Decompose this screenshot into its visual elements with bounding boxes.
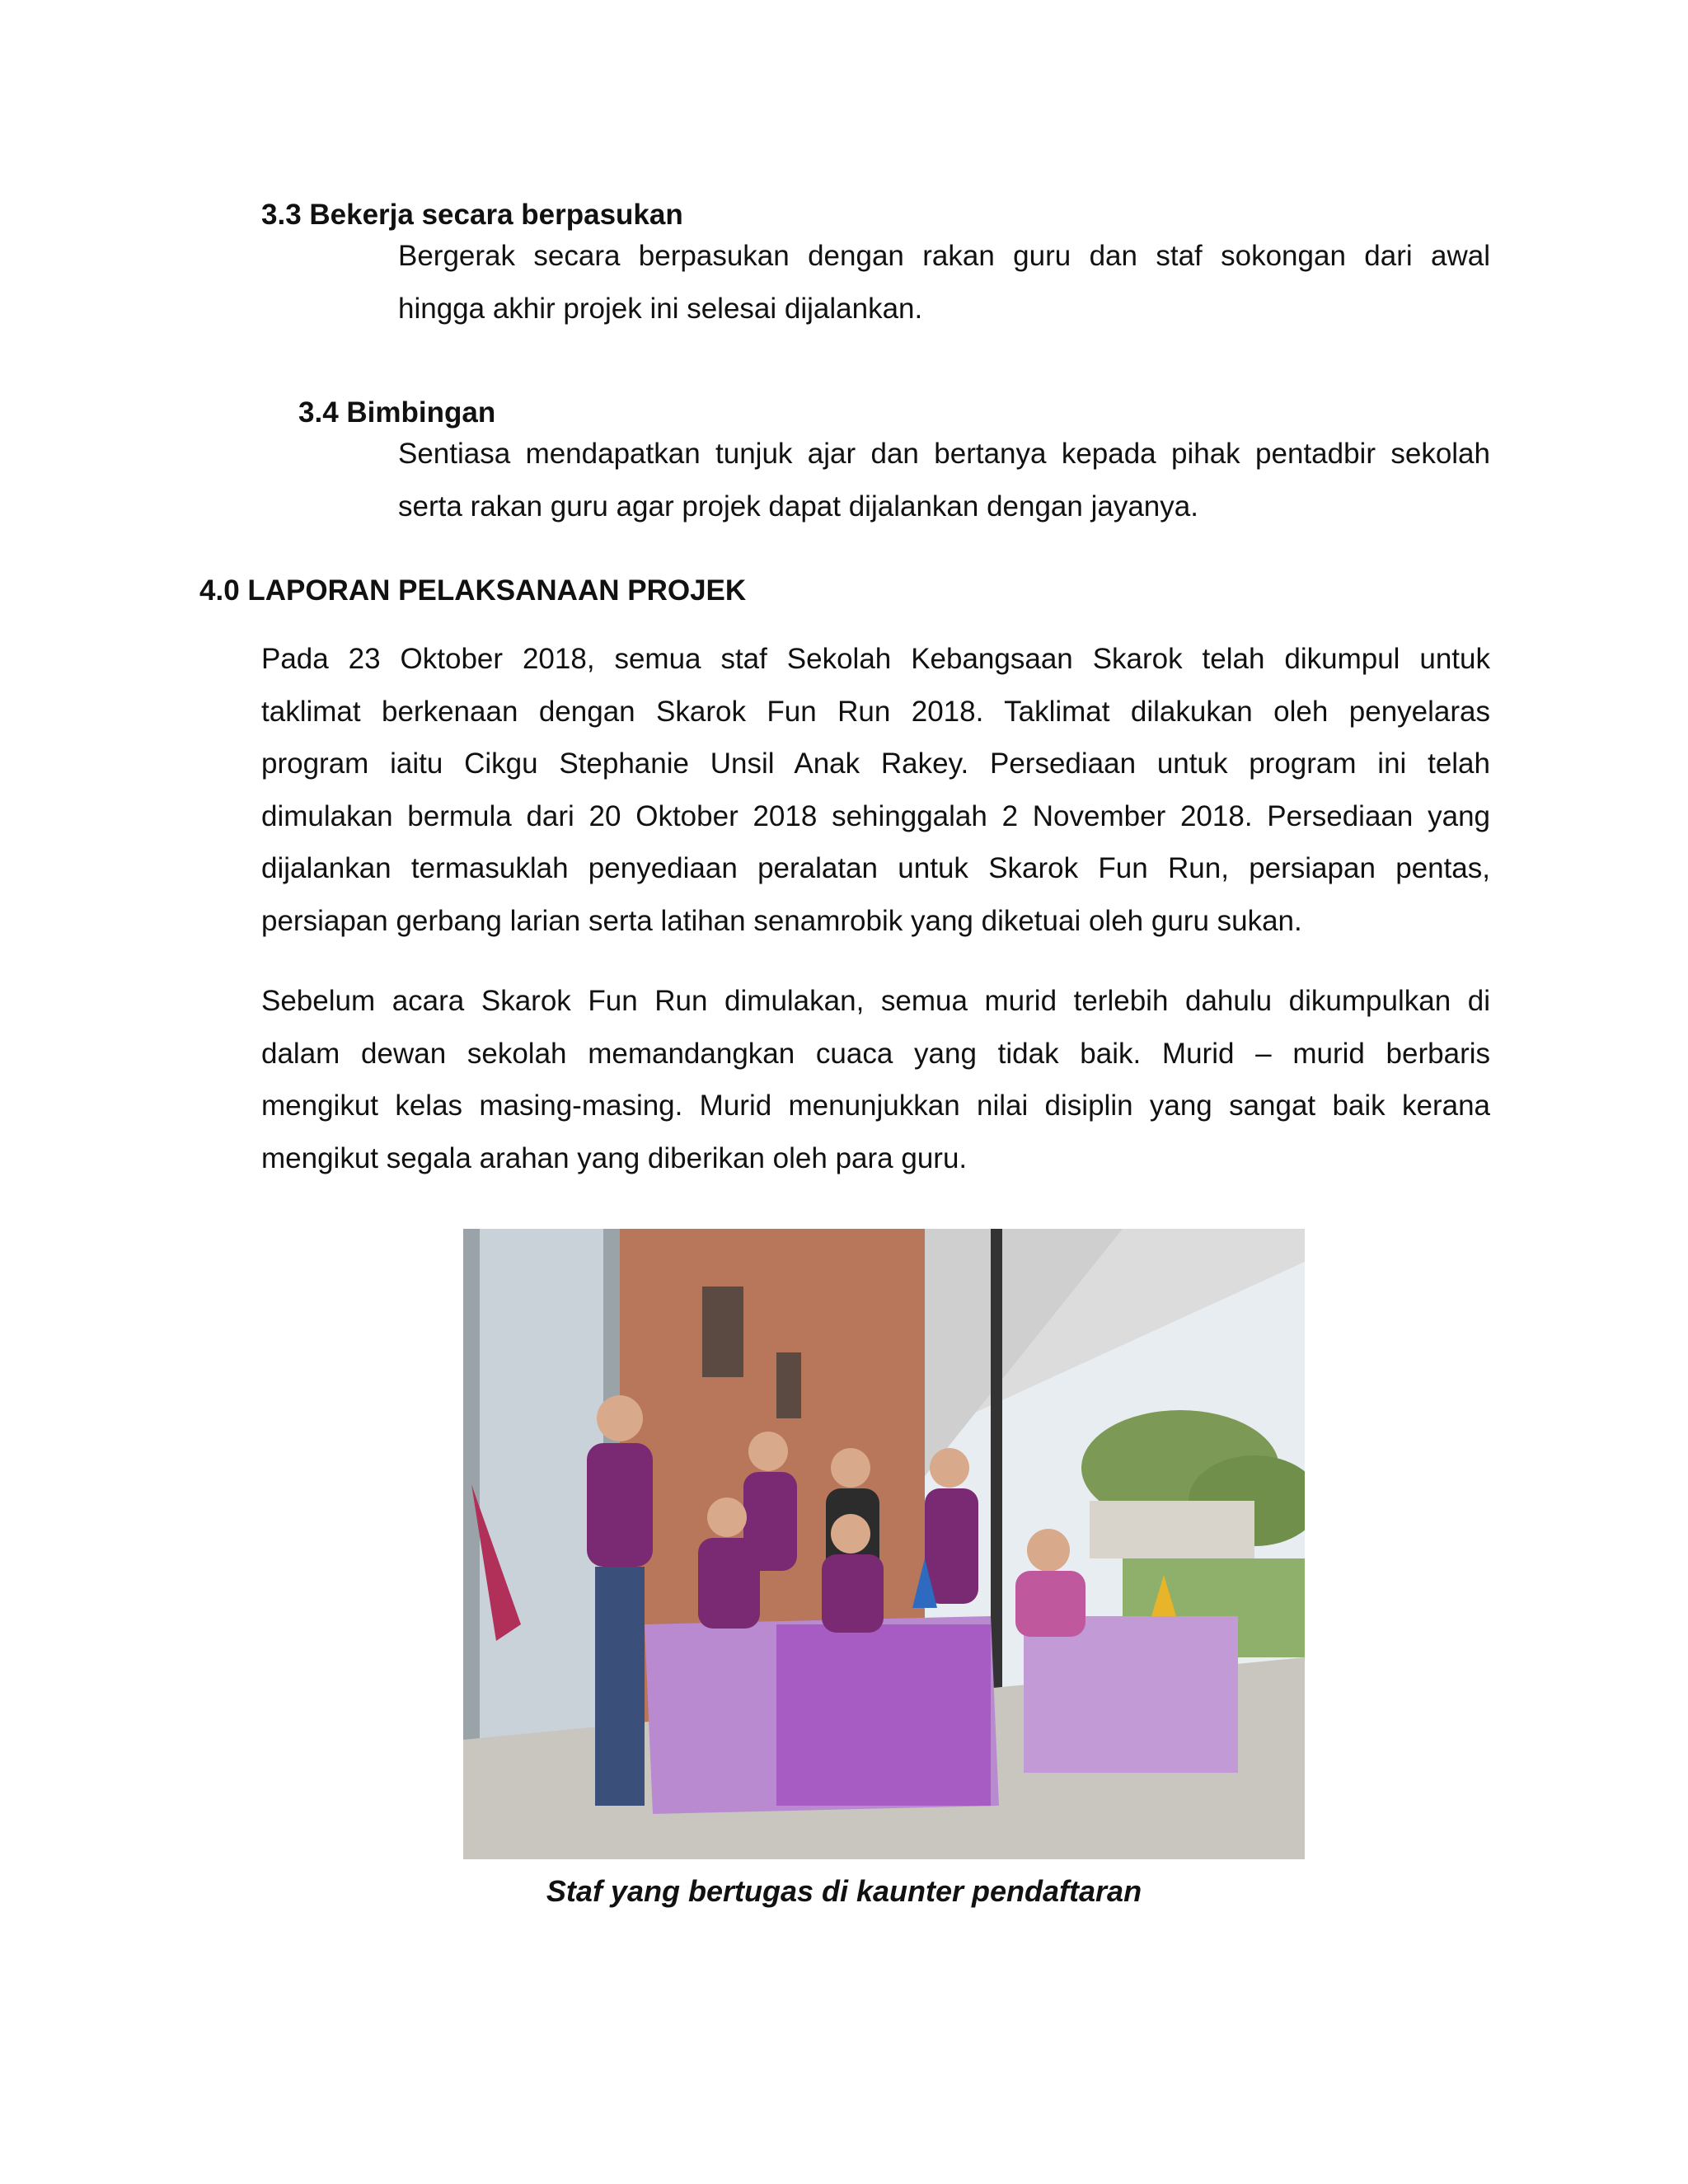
section-3-4-heading: 3.4 Bimbingan — [298, 396, 496, 429]
background-building — [1090, 1501, 1254, 1558]
text-line: dalam dewan sekolah memandangkan cuaca yang tidak baik. Murid – murid berbaris — [261, 1037, 1490, 1070]
table-right — [1024, 1616, 1238, 1773]
text-line: dijalankan termasuklah penyediaan peralatan untuk Skarok Fun Run, persiapan pentas, — [261, 852, 1490, 884]
pillar — [991, 1229, 1002, 1690]
text-line: program iaitu Cikgu Stephanie Unsil Anak Rakey. Persediaan untuk program ini telah — [261, 748, 1490, 780]
section-3-3-heading: 3.3 Bekerja secara berpasukan — [261, 199, 683, 231]
text-line: hingga akhir projek ini selesai dijalankan. — [398, 292, 923, 325]
section-4-0-paragraph-1 — [261, 633, 1490, 947]
text-line: mengikut kelas masing-masing. Murid menunjukkan nilai disiplin yang sangat baik kerana — [261, 1090, 1490, 1122]
section-4-0-paragraph-2 — [261, 975, 1490, 1184]
text-line: Bergerak secara berpasukan dengan rakan guru dan staf sokongan dari awal — [398, 240, 1490, 272]
text-line: dimulakan bermula dari 20 Oktober 2018 sehinggalah 2 November 2018. Persediaan yang — [261, 799, 1490, 832]
text-line: persiapan gerbang larian serta latihan senamrobik yang diketuai oleh guru sukan. — [261, 904, 1302, 937]
text-line: Pada 23 Oktober 2018, semua staf Sekolah Kebangsaan Skarok telah dikumpul untuk — [261, 643, 1490, 675]
section-3-4-text — [398, 428, 1490, 532]
table-center — [776, 1624, 991, 1806]
text-line: Sebelum acara Skarok Fun Run dimulakan, semua murid terlebih dahulu dikumpulkan di — [261, 985, 1490, 1017]
registration-counter-photo — [463, 1229, 1305, 1859]
text-line: Sentiasa mendapatkan tunjuk ajar dan bertanya kepada pihak pentadbir sekolah — [398, 438, 1490, 470]
section-4-0-heading: 4.0 LAPORAN PELAKSANAAN PROJEK — [199, 574, 747, 607]
section-3-3-text — [398, 230, 1490, 335]
photo-caption: Staf yang bertugas di kaunter pendaftaran — [546, 1874, 1142, 1908]
text-line: taklimat berkenaan dengan Skarok Fun Run 2018. Taklimat dilakukan oleh penyelaras — [261, 695, 1490, 728]
text-line: serta rakan guru agar projek dapat dijalankan dengan jayanya. — [398, 490, 1198, 523]
text-line: mengikut segala arahan yang diberikan oleh para guru. — [261, 1141, 968, 1174]
